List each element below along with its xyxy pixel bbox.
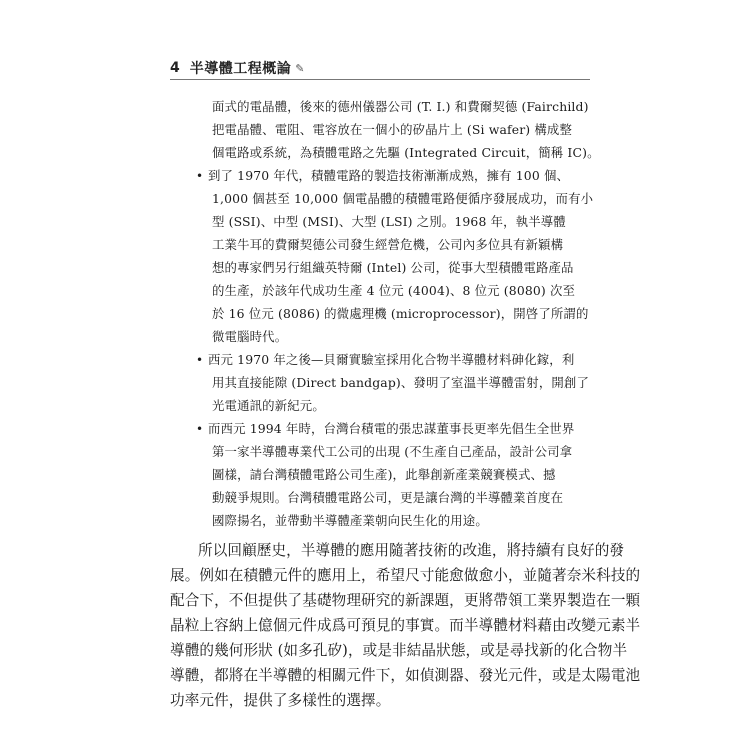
bullet-line-text: 到了 1970 年代，積體電路的製造技術漸漸成熟，擁有 100 個、 xyxy=(208,168,570,183)
bullet-line: 型 (SSI)、中型 (MSI)、大型 (LSI) 之別。1968 年，執半導體 xyxy=(212,214,566,229)
bullet-line: 工業牛耳的費爾契德公司發生經營危機，公司內多位具有新穎構 xyxy=(212,237,564,252)
pencil-ornament-icon: ✎ xyxy=(295,61,305,75)
running-header xyxy=(170,58,304,78)
bullet-line: 第一家半導體專業代工公司的出現 (不生產自己產品，設計公司拿 xyxy=(212,444,573,459)
bullet-item-0 xyxy=(196,95,600,164)
bullet-first-line xyxy=(196,164,586,187)
bullet-line: 用其直接能隙 (Direct bandgap)、發明了室溫半導體雷射，開創了 xyxy=(212,375,590,390)
bullet-line: 國際揚名，並帶動半導體產業朝向民生化的用途。 xyxy=(212,513,488,528)
bullet-line: 的生產，於該年代成功生產 4 位元 (4004)、8 位元 (8080) 次至 xyxy=(212,283,576,298)
bullet-line: 把電晶體、電阻、電容放在一個小的矽晶片上 (Si wafer) 構成整 xyxy=(212,122,573,137)
bullet-first-line xyxy=(196,348,586,371)
bullet-line: 個電路或系統，為積體電路之先驅 (Integrated Circuit，簡稱 IC)。 xyxy=(212,145,600,160)
bullet-line: 光電通訊的新紀元。 xyxy=(212,398,325,413)
bullet-list xyxy=(196,95,600,532)
paragraph-line: 所以回顧歷史，半導體的應用隨著技術的改進，將持續有良好的發 xyxy=(198,542,625,559)
paragraph-line: 導體，都將在半導體的相關元件下，如偵測器、發光元件，或是太陽電池 xyxy=(170,667,641,684)
paragraph-line: 配合下，不但提供了基礎物理研究的新課題，更將帶領工業界製造在一顆 xyxy=(170,592,641,609)
bullet-line-text: 西元 1970 年之後—貝爾實驗室採用化合物半導體材料砷化鎵，利 xyxy=(208,352,575,367)
paragraph-line: 展。例如在積體元件的應用上，希望尺寸能愈做愈小，並隨著奈米科技的 xyxy=(170,567,641,584)
bullet-item-1 xyxy=(196,164,594,348)
bullet-first-line xyxy=(196,417,586,440)
bullet-item-2 xyxy=(196,348,590,417)
bullet-line: 1,000 個甚至 10,000 個電晶體的積體電路便循序發展成功，而有小 xyxy=(212,191,594,206)
bullet-line: 於 16 位元 (8086) 的微處理機 (microprocessor)，開啓了所謂的 xyxy=(212,306,589,321)
bullet-item-3 xyxy=(196,417,586,532)
bullet-line: 圖樣，請台灣積體電路公司生產)，此舉創新產業競賽模式、撼 xyxy=(212,467,556,482)
header-rule xyxy=(170,79,590,80)
book-title: 半導體工程概論 xyxy=(189,61,292,77)
bullet-line: 面式的電晶體，後來的德州儀器公司 (T. I.) 和費爾契德 (Fairchild) xyxy=(212,99,589,114)
bullet-line: 想的專家們另行組織英特爾 (Intel) 公司，從事大型積體電路產品 xyxy=(212,260,574,275)
bullet-line-text: 而西元 1994 年時，台灣台積電的張忠謀董事長更率先倡生全世界 xyxy=(208,421,575,436)
bullet-dot-icon: • xyxy=(196,169,204,183)
body-paragraph xyxy=(170,538,641,713)
paragraph-line: 導體的幾何形狀 (如多孔矽)，或是非結晶狀態，或是尋找新的化合物半 xyxy=(170,642,628,659)
bullet-dot-icon: • xyxy=(196,353,204,367)
bullet-line: 動競爭規則。台灣積體電路公司，更是讓台灣的半導體業首度在 xyxy=(212,490,564,505)
paragraph-line: 晶粒上容納上億個元件成爲可預見的事實。而半導體材料藉由改變元素半 xyxy=(170,617,641,634)
bullet-dot-icon: • xyxy=(196,422,204,436)
bullet-line: 微電腦時代。 xyxy=(212,329,288,344)
paragraph-line: 功率元件，提供了多樣性的選擇。 xyxy=(170,692,391,709)
page-number: 4 xyxy=(170,60,180,76)
